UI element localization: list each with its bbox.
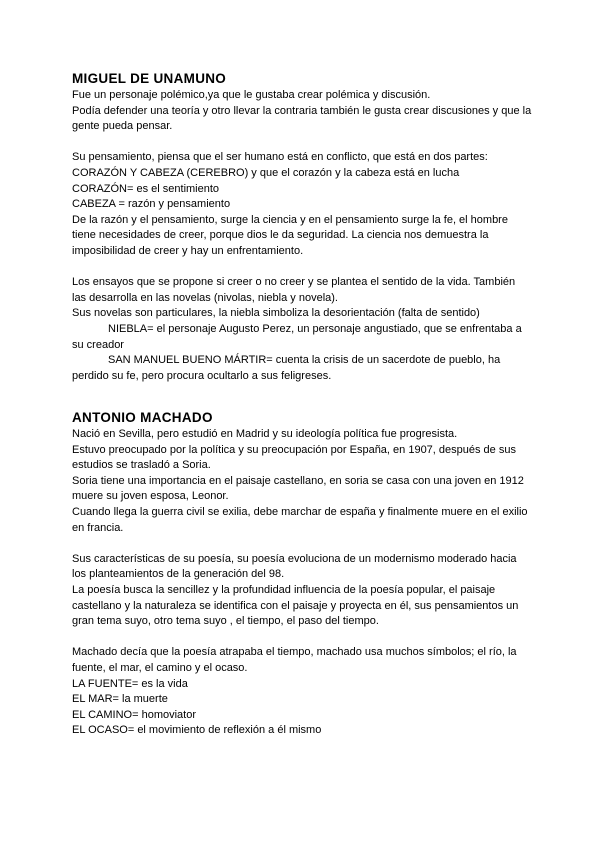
section-title-unamuno: MIGUEL DE UNAMUNO [72,71,227,86]
paragraph: Nació en Sevilla, pero estudió en Madrid y su ideología política fue progresista. [72,428,458,440]
paragraph: Estuvo preocupado por la política y su preocupación por España, en 1907, después de sus estudios se trasladó a Soria. [72,443,516,472]
paragraph: Cuando llega la guerra civil se exilia, debe marchar de españa y finalmente muere en el exilio en francia. [72,505,528,534]
paragraph: SAN MANUEL BUENO MÁRTIR= cuenta la crisis de un sacerdote de pueblo, ha perdido su fe, pero procura ocultarlo a sus feligreses. [72,354,501,382]
section-machado [72,409,532,739]
section-title-machado: ANTONIO MACHADO [72,410,213,425]
spacer [72,135,532,151]
paragraph: EL MAR= la muerte [72,693,168,706]
paragraph: CORAZÓN Y CABEZA (CEREBRO) y que el corazón y la cabeza está en lucha [72,166,460,179]
paragraph: Sus características de su poesía, su poesía evoluciona de un modernismo moderado hacia los planteamientos de la generación del 98. [72,552,517,581]
paragraph: EL OCASO= el movimiento de reflexión a él mismo [72,724,322,737]
paragraph: Soria tiene una importancia en el paisaje castellano, en soria se casa con una joven en 1912 muere su joven esposa, Leonor. [72,474,524,503]
paragraph: CORAZÓN= es el sentimiento [72,182,220,195]
section-unamuno [72,70,532,384]
paragraph: LA FUENTE= es la vida [72,677,188,690]
paragraph: Fue un personaje polémico,ya que le gustaba crear polémica y discusión. [72,89,431,101]
paragraph: Los ensayos que se propone si creer o no creer y se plantea el sentido de la vida. También las desarrolla en las novelas (nivolas, niebla y novela). [72,276,516,304]
paragraph: Sus novelas son particulares, la niebla simboliza la desorientación (falta de sentido) [72,307,480,320]
paragraph: De la razón y el pensamiento, surge la ciencia y en el pensamiento surge la fe, el hombre tiene necesidades de creer, porque dios le da seguridad. La ciencia nos demuestra la imposibilidad de creer y hay un enfrentamiento. [72,213,508,257]
paragraph: Podía defender una teoría y otro llevar la contraria también le gusta crear discusiones y que la gente pueda pensar. [72,104,532,133]
paragraph: Su pensamiento, piensa que el ser humano está en conflicto, que está en dos partes: [72,151,488,164]
spacer [72,630,532,646]
paragraph: Machado decía que la poesía atrapaba el tiempo, machado usa muchos símbolos; el río, la fuente, el mar, el camino y el ocaso. [72,646,517,674]
spacer [72,260,532,276]
paragraph: CABEZA = razón y pensamiento [72,198,231,211]
paragraph: NIEBLA= el personaje Augusto Perez, un personaje angustiado, que se enfrentaba a su creador [72,322,522,351]
paragraph: EL CAMINO= homoviator [72,708,196,721]
spacer [72,536,532,552]
paragraph: La poesía busca la sencillez y la profundidad influencia de la poesía popular, el paisaje castellano y la naturaleza se identifica con el paisaje y proyecta en él, sus pensamientos un gran tema suyo, otro tema suyo , el tiempo, el paso del tiempo. [72,583,519,628]
